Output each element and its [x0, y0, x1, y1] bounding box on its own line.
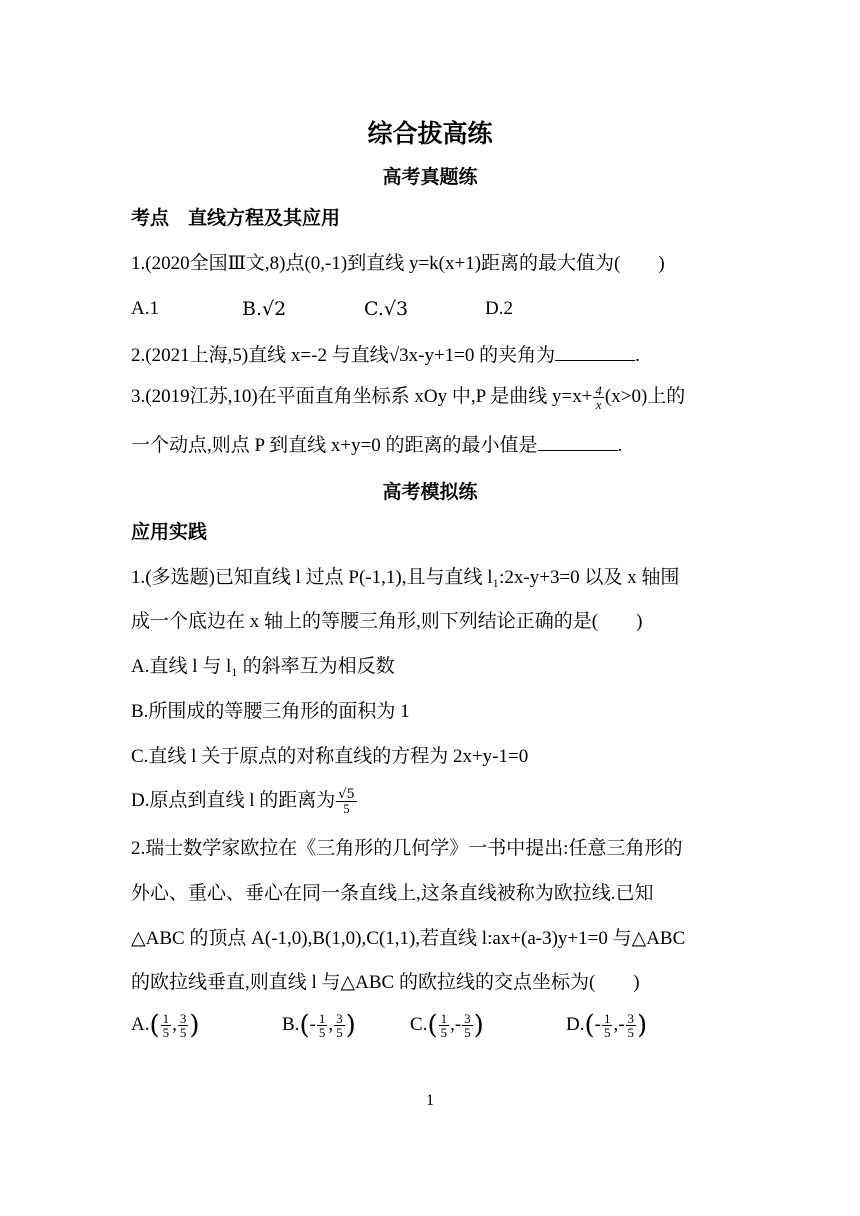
- fraction: $\frac{3}{5}$: [336, 1011, 343, 1040]
- exam-q3-text-after: (x>0)上的: [604, 385, 686, 407]
- page-number: 1: [426, 1092, 434, 1109]
- fraction: $\frac{1}{5}$: [162, 1011, 170, 1040]
- practice-q2-option-d: D.(- $\frac{1}{5}$ ,- $\frac{3}{5}$ ): [566, 1010, 648, 1041]
- fraction-sqrt5-over-5: [336, 788, 357, 815]
- fraction: $\frac{3}{5}$: [464, 1011, 471, 1040]
- answer-blank: [538, 432, 618, 451]
- exam-q3-line1: [131, 384, 685, 411]
- practice-q1-option-d-text: D.原点到直线 l 的距离为: [131, 789, 336, 811]
- practice-q2-option-a: A.( $\frac{1}{5}$ , $\frac{3}{5}$ ): [131, 1010, 200, 1041]
- practice-q1-option-d: [131, 788, 358, 815]
- practice-q2-line2: 外心、重心、垂心在同一条直线上,这条直线被称为欧拉线.已知: [131, 883, 654, 904]
- fraction-denominator: x: [595, 397, 602, 412]
- exam-q1-option-d: D.2: [485, 298, 513, 319]
- fraction-numerator: √5: [338, 787, 355, 802]
- exam-q3-line2: [131, 432, 622, 458]
- exam-q1-option-a: A.1: [131, 298, 159, 319]
- practice-q1-option-a: A.直线 l 与 l₁ 的斜率互为相反数: [131, 656, 395, 677]
- exam-q2-text: 2.(2021上海,5)直线 x=-2 与直线√3x-y+1=0 的夹角为: [131, 345, 556, 366]
- exam-q3-end: .: [617, 435, 623, 456]
- fraction-numerator: 4: [595, 383, 602, 398]
- section-title-exam: 高考真题练: [382, 167, 478, 188]
- exam-q2-end: .: [635, 345, 640, 366]
- answer-blank: [555, 342, 635, 361]
- practice-q1-option-c: C.直线 l 关于原点的对称直线的方程为 2x+y-1=0: [131, 746, 529, 767]
- exam-q2: [131, 342, 640, 368]
- fraction: $\frac{1}{5}$: [318, 1011, 326, 1040]
- practice-q2-line3: △ABC 的顶点 A(-1,0),B(1,0),C(1,1),若直线 l:ax+(a-3)y+1=0 与△ABC: [131, 928, 686, 949]
- page-title: 综合拔高练: [367, 121, 493, 148]
- fraction: $\frac{1}{5}$: [603, 1011, 611, 1040]
- practice-q2-line1: 2.瑞士数学家欧拉在《三角形的几何学》一书中提出:任意三角形的: [131, 838, 683, 859]
- practice-heading: 应用实践: [131, 522, 208, 543]
- exam-q1-option-b: B.√2: [242, 298, 287, 320]
- topic-heading: 考点 直线方程及其应用: [131, 208, 341, 229]
- section-title-mock: 高考模拟练: [382, 482, 478, 503]
- exam-q1-option-c: C.√3: [364, 298, 409, 320]
- exam-q3-text-before: 3.(2019江苏,10)在平面直角坐标系 xOy 中,P 是曲线 y=x+: [131, 385, 593, 407]
- practice-q2-option-b: B.(- $\frac{1}{5}$ , $\frac{3}{5}$ ): [282, 1010, 356, 1041]
- practice-q2-option-c: C.( $\frac{1}{5}$ ,- $\frac{3}{5}$ ): [410, 1010, 484, 1041]
- fraction: $\frac{3}{5}$: [179, 1011, 187, 1040]
- practice-q1-line2: 成一个底边在 x 轴上的等腰三角形,则下列结论正确的是( ): [131, 611, 643, 632]
- fraction-denominator: 5: [343, 801, 350, 816]
- practice-q1-option-b: B.所围成的等腰三角形的面积为 1: [131, 701, 410, 722]
- practice-q1-line1: 1.(多选题)已知直线 l 过点 P(-1,1),且与直线 l₁:2x-y+3=0 以及 x 轴围: [131, 567, 680, 588]
- fraction-4-over-x: [593, 384, 604, 411]
- fraction: $\frac{1}{5}$: [440, 1011, 448, 1040]
- exam-q1-text: 1.(2020全国Ⅲ文,8)点(0,-1)到直线 y=k(x+1)距离的最大值为( ): [131, 253, 665, 274]
- practice-q2-line4: 的欧拉线垂直,则直线 l 与△ABC 的欧拉线的交点坐标为( ): [131, 972, 640, 993]
- fraction: $\frac{3}{5}$: [627, 1011, 635, 1040]
- exam-q3-line2-text: 一个动点,则点 P 到直线 x+y=0 的距离的最小值是: [131, 435, 538, 456]
